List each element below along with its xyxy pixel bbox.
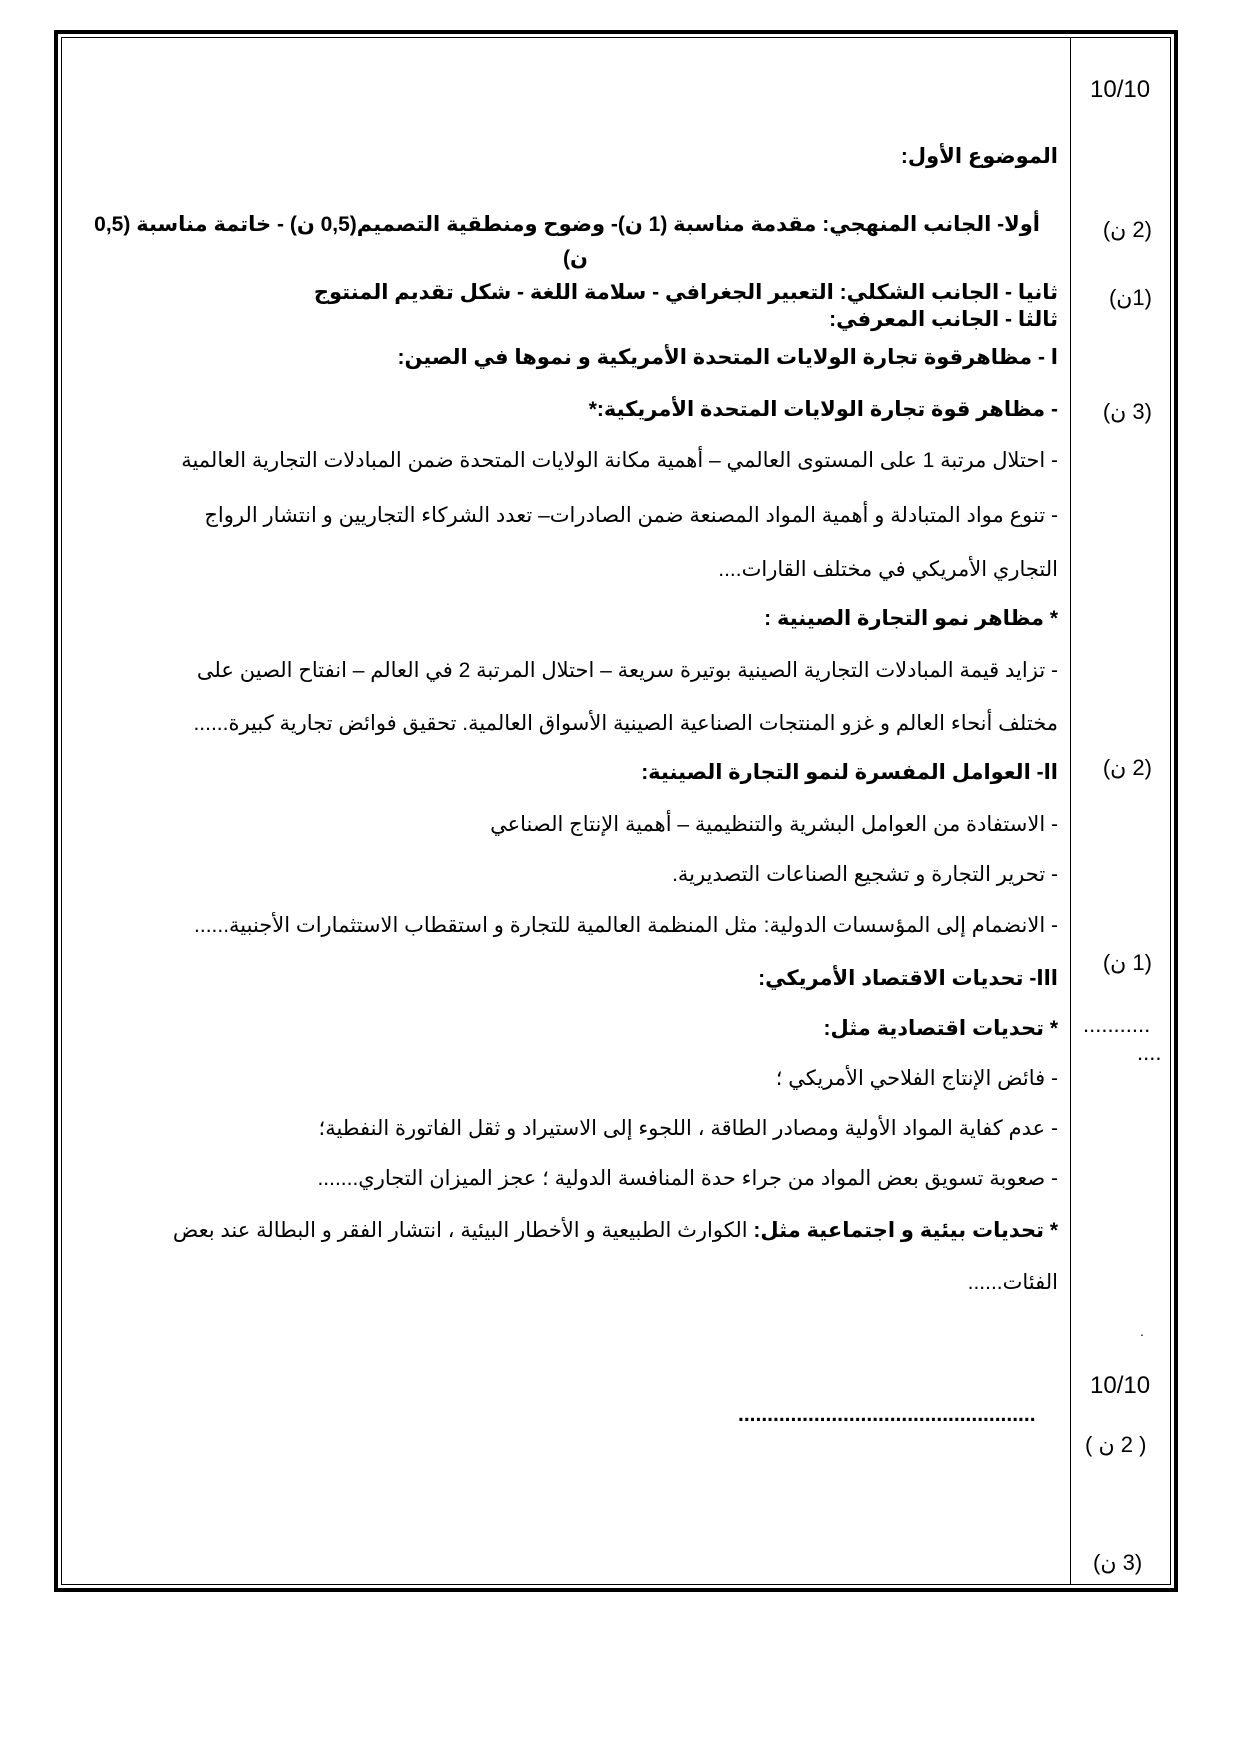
social-challenges-text: الكوارث الطبيعية و الأخطار البيئية ، انتشار الفقر و البطالة عند بعض	[172, 1219, 754, 1242]
knowledge-line: ثالثا - الجانب المعرفي:	[829, 308, 1058, 331]
factor-point-2: - تحرير التجارة و تشجيع الصناعات التصديرية.	[672, 863, 1058, 886]
margin-divider	[1070, 37, 1071, 1585]
methodology-line: أولا- الجانب المنهجي: مقدمة مناسبة (1 ن)- وضوح ومنطقية التصميم(0,5 ن) - خاتمة مناسبة (0,5	[94, 213, 1040, 236]
points-part-3: (1 ن)	[1102, 950, 1152, 975]
part-2-heading: اا- العوامل المفسرة لنمو التجارة الصينية:	[641, 761, 1058, 784]
points-form: (1ن)	[1108, 285, 1152, 310]
factor-point-3: - الانضمام إلى المؤسسات الدولية: مثل المنظمة العالمية للتجارة و استقطاب الاستثمارات الأجنبية......	[194, 914, 1058, 937]
top-score: 10/10	[1090, 76, 1151, 103]
usa-trade-point-2-cont: التجاري الأمريكي في مختلف القارات....	[718, 558, 1058, 581]
margin-dots-2: ....	[1137, 1040, 1162, 1065]
china-trade-heading: * مظاهر نمو التجارة الصينية :	[764, 607, 1058, 630]
form-line: ثانيا - الجانب الشكلي: التعبير الجغرافي - سلامة اللغة - شكل تقديم المنتوج	[313, 281, 1058, 304]
social-challenges-label: * تحديات بيئية و اجتماعية مثل:	[753, 1219, 1058, 1242]
methodology-line-cont: ن)	[563, 247, 588, 270]
margin-dot: .	[1140, 1323, 1144, 1339]
economic-challenges-heading: * تحديات اقتصادية مثل:	[823, 1017, 1058, 1040]
part-1-heading: ا - مظاهرقوة تجارة الولايات المتحدة الأمريكية و نموها في الصين:	[397, 346, 1058, 369]
part-3-heading: ااا- تحديات الاقتصاد الأمريكي:	[758, 967, 1058, 990]
points-methodology: (2 ن)	[1102, 217, 1152, 242]
points-extra-2: (3 ن)	[1093, 1550, 1143, 1575]
subject-title: الموضوع الأول:	[900, 145, 1058, 168]
margin-dots-1: ...........	[1083, 1012, 1151, 1037]
factor-point-1: - الاستفادة من العوامل البشرية والتنظيمية – أهمية الإنتاج الصناعي	[490, 813, 1058, 836]
usa-trade-heading: - مظاهر قوة تجارة الولايات المتحدة الأمريكية:*	[588, 398, 1058, 421]
dotted-line: ...................................................	[738, 1403, 1036, 1426]
china-trade-point-1-cont: مختلف أنحاء العالم و غزو المنتجات الصناعية الصينية الأسواق العالمية. تحقيق فوائض تجارية كبيرة......	[193, 712, 1058, 735]
usa-trade-point-2: - تنوع مواد المتبادلة و أهمية المواد المصنعة ضمن الصادرات– تعدد الشركاء التجاريين و انتشار الرواج	[204, 504, 1058, 527]
bottom-score: 10/10	[1090, 1372, 1151, 1399]
economic-challenge-2: - عدم كفاية المواد الأولية ومصادر الطاقة ، اللجوء إلى الاستيراد و ثقل الفاتورة النفطية؛	[318, 1117, 1058, 1140]
china-trade-point-1: - تزايد قيمة المبادلات التجارية الصينية بوتيرة سريعة – احتلال المرتبة 2 في العالم – انفتاح الصين على	[196, 659, 1058, 682]
points-part-1: (3 ن)	[1102, 399, 1152, 424]
social-challenges-line	[173, 1218, 1058, 1244]
economic-challenge-1: - فائض الإنتاج الفلاحي الأمريكي ؛	[775, 1067, 1058, 1090]
page-border-inner	[61, 37, 1171, 1585]
economic-challenge-3: - صعوبة تسويق بعض المواد من جراء حدة المنافسة الدولية ؛ عجز الميزان التجاري.......	[317, 1167, 1058, 1190]
usa-trade-point-1: - احتلال مرتبة 1 على المستوى العالمي – أهمية مكانة الولايات المتحدة ضمن المبادلات التجارية العالمية	[181, 449, 1058, 472]
points-part-2: (2 ن)	[1102, 755, 1152, 780]
social-challenges-cont: الفئات......	[967, 1271, 1058, 1294]
points-extra-1: ( 2 ن )	[1085, 1432, 1147, 1457]
